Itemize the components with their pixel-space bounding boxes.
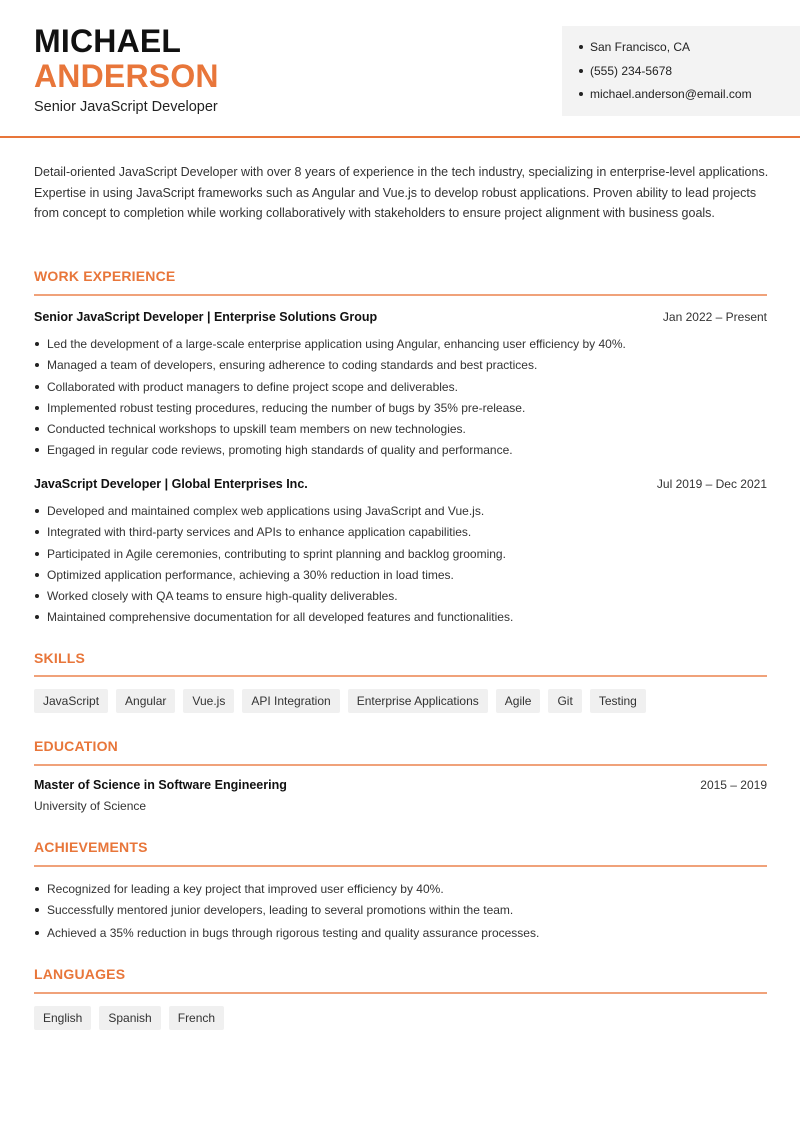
candidate-name [34, 24, 219, 93]
bullet-icon [35, 573, 39, 577]
job-bullet-list [34, 336, 626, 464]
contact-phone [579, 63, 752, 87]
job-dates: Jul 2019 – Dec 2021 [656, 477, 767, 491]
job-header [34, 310, 767, 324]
bullet-icon [35, 594, 39, 598]
list-item [34, 609, 513, 630]
language-chip: English [34, 1006, 91, 1030]
bullet-icon [35, 385, 39, 389]
bullet-icon [35, 363, 39, 367]
skill-chip: Git [548, 689, 581, 713]
job-bullet-list [34, 503, 513, 631]
section-divider [34, 865, 767, 867]
list-item [34, 336, 626, 357]
skill-chip: JavaScript [34, 689, 108, 713]
skill-chip: API Integration [242, 689, 339, 713]
bullet-icon [35, 448, 39, 452]
list-item-text: Collaborated with product managers to define project scope and deliverables. [47, 379, 458, 394]
list-item [34, 588, 513, 609]
list-item [34, 357, 626, 378]
list-item [34, 379, 626, 400]
skills-chip-list [34, 689, 646, 713]
list-item-text: Worked closely with QA teams to ensure high-quality deliverables. [47, 589, 398, 604]
education-school: University of Science [34, 799, 147, 813]
work-experience-heading: WORK EXPERIENCE [34, 268, 176, 284]
section-divider [34, 675, 767, 677]
skill-chip: Vue.js [183, 689, 234, 713]
bullet-icon [35, 342, 39, 346]
list-item-text: Achieved a 35% reduction in bugs through rigorous testing and quality assurance processes. [47, 925, 540, 940]
list-item [34, 546, 513, 567]
achievements-list [34, 881, 539, 946]
bullet-icon [35, 406, 39, 410]
list-item-text: Engaged in regular code reviews, promoting high standards of quality and performance. [47, 443, 513, 458]
skill-chip: Angular [116, 689, 175, 713]
job-title: Senior JavaScript Developer [34, 99, 218, 115]
summary-paragraph: Detail-oriented JavaScript Developer with over 8 years of experience in the tech industry, specializing in enterprise-level applications. Expertise in using JavaScript frameworks such as Angular and Vue.js to develop robust applications. Proven ability to lead projects from concept to completion while working collaboratively with stakeholders to ensure project alignment with business goals. [34, 165, 769, 221]
list-item [34, 524, 513, 545]
bullet-icon [35, 908, 39, 912]
list-item [34, 503, 513, 524]
bullet-icon [35, 887, 39, 891]
list-item-text: Maintained comprehensive documentation for all developed features and functionalities. [47, 610, 514, 625]
job-dates: Jan 2022 – Present [662, 310, 767, 324]
skills-heading: SKILLS [34, 650, 85, 666]
resume-header [0, 0, 800, 138]
language-chip: Spanish [99, 1006, 160, 1030]
list-item [34, 442, 626, 463]
skill-chip: Enterprise Applications [348, 689, 488, 713]
contact-box [562, 26, 800, 116]
bullet-icon [35, 530, 39, 534]
bullet-icon [35, 552, 39, 556]
list-item [34, 567, 513, 588]
list-item-text: Developed and maintained complex web applications using JavaScript and Vue.js. [47, 504, 485, 518]
education-heading: EDUCATION [34, 738, 118, 754]
contact-list [579, 39, 752, 110]
language-chip: French [169, 1006, 224, 1030]
job-role: JavaScript Developer | Global Enterprises Inc. [34, 477, 308, 491]
skill-chip: Agile [496, 689, 541, 713]
bullet-icon [579, 45, 583, 49]
list-item-text: Optimized application performance, achieving a 30% reduction in load times. [47, 567, 454, 582]
section-divider [34, 992, 767, 994]
list-item-text: Conducted technical workshops to upskill team members on new technologies. [47, 422, 466, 437]
job-role: Senior JavaScript Developer | Enterprise Solutions Group [34, 310, 378, 324]
contact-email [579, 86, 752, 110]
education-dates: 2015 – 2019 [700, 778, 767, 792]
list-item [34, 925, 539, 946]
education-header [34, 778, 767, 792]
contact-phone-text: (555) 234-5678 [590, 63, 673, 78]
list-item [34, 421, 626, 442]
contact-location [579, 39, 752, 63]
section-divider [34, 294, 767, 296]
section-divider [34, 764, 767, 766]
bullet-icon [35, 615, 39, 619]
list-item-text: Led the development of a large-scale enterprise application using Angular, enhancing user efficiency by 40%. [47, 337, 626, 351]
contact-email-text: michael.anderson@email.com [590, 87, 752, 101]
list-item [34, 881, 539, 902]
languages-heading: LANGUAGES [34, 966, 126, 982]
list-item-text: Recognized for leading a key project that improved user efficiency by 40%. [47, 882, 444, 896]
list-item-text: Successfully mentored junior developers, leading to several promotions within the team. [47, 903, 514, 918]
education-degree: Master of Science in Software Engineering [34, 778, 287, 792]
bullet-icon [579, 92, 583, 96]
bullet-icon [579, 69, 583, 73]
job-header [34, 477, 767, 491]
languages-chip-list [34, 1006, 224, 1030]
list-item [34, 400, 626, 421]
list-item-text: Managed a team of developers, ensuring adherence to coding standards and best practices. [47, 358, 538, 373]
list-item-text: Integrated with third-party services and APIs to enhance application capabilities. [47, 525, 472, 540]
contact-location-text: San Francisco, CA [590, 40, 691, 54]
bullet-icon [35, 931, 39, 935]
list-item [34, 902, 539, 925]
bullet-icon [35, 509, 39, 513]
bullet-icon [35, 427, 39, 431]
list-item-text: Implemented robust testing procedures, reducing the number of bugs by 35% pre-release. [47, 400, 526, 415]
list-item-text: Participated in Agile ceremonies, contributing to sprint planning and backlog grooming. [47, 546, 506, 561]
first-name: MICHAEL [34, 23, 182, 59]
last-name: ANDERSON [34, 58, 219, 94]
achievements-heading: ACHIEVEMENTS [34, 839, 148, 855]
skill-chip: Testing [590, 689, 646, 713]
